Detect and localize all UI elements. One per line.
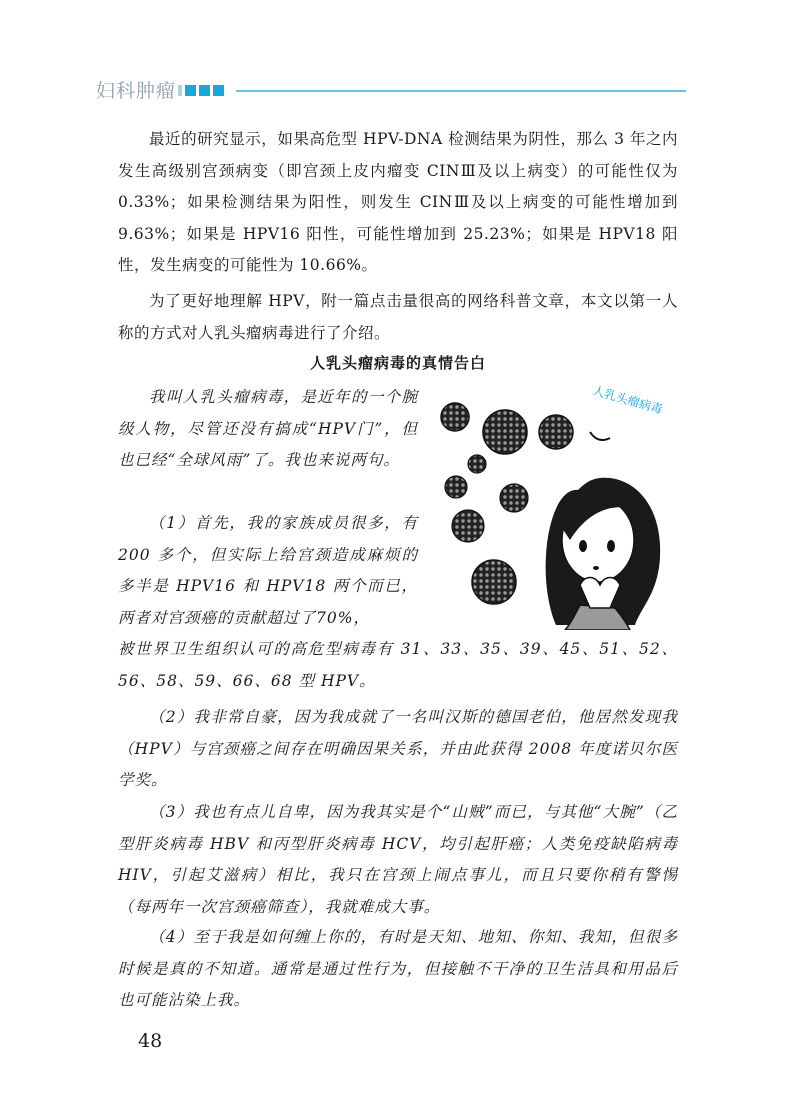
paragraph-research: 最近的研究显示，如果高危型 HPV-DNA 检测结果为阴性，那么 3 年之内发生高级别宫颈病变（即宫颈上皮内瘤变 CINⅢ及以上病变）的可能性仅为 0.33%；如果检测结果为阳性，则发生 CINⅢ及以上病变的可能性增加到 9.63%；如果是 HPV16 阳性，可能性增加到 25.23%；如果是 HPV18 阳性，发生病变的可能性为 10.66%。: [118, 130, 678, 274]
article-item-3: （3）我也有点儿自卑，因为我其实是个“山贼”而已，与其他“大腕”（乙型肝炎病毒 HBV 和丙型肝炎病毒 HCV，均引起肝癌；人类免疫缺陷病毒 HIV，引起艾滋病）相比，我只在宫颈上闹点事儿，而且只要你稍有警惕（每两年一次宫颈癌筛查），我就难成大事。: [118, 803, 678, 916]
article-intro: 我叫人乳头瘤病毒，是近年的一个腕级人物，尽管还没有搞成“HPV门”，但也已经“全球风雨”了。我也来说两句。: [118, 388, 418, 469]
article-item-1-bottom: 被世界卫生组织认可的高危型病毒有 31、33、35、39、45、51、52、56、58、59、66、68 型 HPV。: [118, 640, 678, 690]
virus-label: 人乳头瘤病毒: [591, 383, 665, 417]
article-item-4: （4）至于我是如何缠上你的，有时是天知、地知、你知、我知，但很多时候是真的不知道。通常是通过性行为，但接触不干净的卫生洁具和用品后也可能沾染上我。: [118, 928, 678, 1009]
header-rule: [236, 90, 686, 92]
article-item-1-top: （1）首先，我的家族成员很多，有 200 多个，但实际上给宫颈造成麻烦的多半是 HPV16 和 HPV18 两个而已，两者对宫颈癌的贡献超过了70%，: [118, 514, 418, 627]
hpv-cartoon-illustration: [430, 380, 692, 630]
article-item-2: （2）我非常自豪，因为我成就了一名叫汉斯的德国老伯，他居然发现我（HPV）与宫颈癌之间存在明确因果关系，并由此获得 2008 年度诺贝尔医学奖。: [118, 708, 678, 789]
article-title: 人乳头瘤病毒的真情告白: [309, 354, 486, 372]
paragraph-intro: 为了更好地理解 HPV，附一篇点击量很高的网络科普文章，本文以第一人称的方式对人乳头瘤病毒进行了介绍。: [118, 292, 678, 342]
page-number: 48: [138, 1030, 163, 1052]
header-decoration: [178, 85, 224, 96]
running-header: [96, 74, 686, 104]
chapter-title: 妇科肿瘤: [96, 80, 177, 102]
girl-figure: [546, 478, 661, 630]
